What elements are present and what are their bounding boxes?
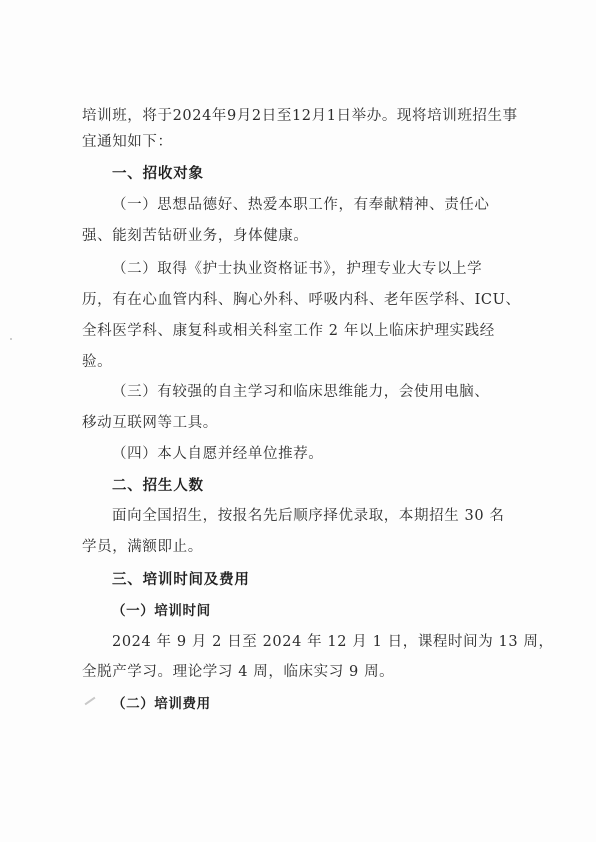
section-1-p2-line-3: 全科医学科、康复科或相关科室工作 2 年以上临床护理实践经 — [82, 323, 495, 339]
scan-dot — [10, 338, 12, 340]
section-2-p1-line-2: 学员，满额即止。 — [82, 539, 203, 555]
section-1-p1-line-2: 强、能刻苦钻研业务，身体健康。 — [82, 228, 309, 244]
section-1-p2-line-1: （二）取得《护士执业资格证书》，护理专业大专以上学 — [112, 261, 483, 277]
section-1-p1-line-1: （一）思想品德好、热爱本职工作，有奉献精神、责任心 — [112, 197, 490, 213]
intro-line-2: 宜通知如下： — [82, 134, 173, 150]
section-3-sub-1-title: （一）培训时间 — [112, 603, 211, 619]
section-2-title: 二、招生人数 — [112, 478, 204, 494]
section-3-sub-1-line-2: 全脱产学习。理论学习 4 周，临床实习 9 周。 — [82, 664, 395, 680]
scan-mark — [85, 697, 96, 706]
section-1-p4-line-1: （四）本人自愿并经单位推荐。 — [112, 446, 324, 462]
section-1-p3-line-1: （三）有较强的自主学习和临床思维能力，会使用电脑、 — [112, 384, 490, 400]
intro-line-1: 培训班，将于2024年9月2日至12月1日举办。现将培训班招生事 — [82, 108, 518, 124]
section-1-title: 一、招收对象 — [112, 166, 204, 182]
section-3-title: 三、培训时间及费用 — [112, 572, 250, 588]
section-1-p2-line-2: 历，有在心血管内科、胸心外科、呼吸内科、老年医学科、ICU、 — [82, 292, 521, 308]
section-1-p2-line-4: 验。 — [82, 354, 113, 370]
section-2-p1-line-1: 面向全国招生，按报名先后顺序择优录取，本期招生 30 名 — [112, 508, 505, 524]
section-1-p3-line-2: 移动互联网等工具。 — [82, 415, 218, 431]
section-3-sub-1-line-1: 2024 年 9 月 2 日至 2024 年 12 月 1 日，课程时间为 13 周， — [112, 634, 554, 650]
section-3-sub-2-title: （二）培训费用 — [112, 696, 211, 712]
